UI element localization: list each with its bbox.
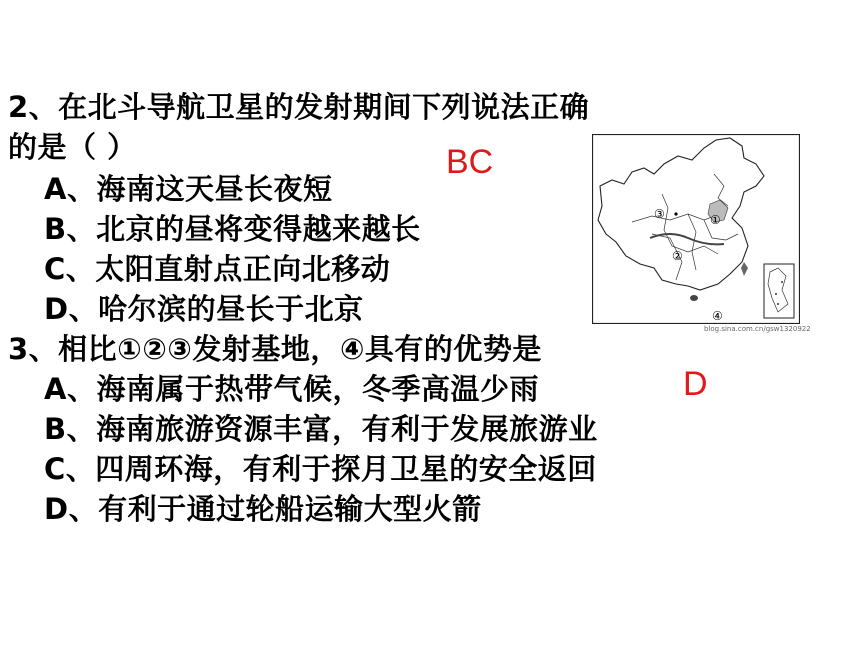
q2-option-b: B、北京的昼将变得越来越长 bbox=[44, 212, 421, 246]
q2-option-d: D、哈尔滨的昼长于北京 bbox=[44, 292, 364, 326]
map-label-2: ② bbox=[672, 249, 683, 263]
q3-option-b: B、海南旅游资源丰富，有利于发展旅游业 bbox=[44, 412, 598, 446]
map-watermark: blog.sina.com.cn/gsw1320922 bbox=[704, 325, 811, 333]
q3-option-a: A、海南属于热带气候，冬季高温少雨 bbox=[44, 372, 539, 406]
q2-stem-line2: 的是（ ） bbox=[8, 130, 137, 164]
q2-answer: BC bbox=[446, 143, 494, 181]
q2-stem-line1: 2、在北斗导航卫星的发射期间下列说法正确 bbox=[8, 90, 590, 124]
china-map bbox=[592, 134, 800, 324]
q2-option-c: C、太阳直射点正向北移动 bbox=[44, 252, 391, 286]
q3-option-c: C、四周环海，有利于探月卫星的安全返回 bbox=[44, 452, 597, 486]
q2-option-a: A、海南这天昼长夜短 bbox=[44, 172, 333, 206]
q3-stem-line1: 3、相比①②③发射基地，④具有的优势是 bbox=[8, 332, 542, 366]
map-label-4: ④ bbox=[712, 309, 723, 323]
q3-answer: D bbox=[683, 365, 708, 403]
map-label-1: ① bbox=[710, 213, 721, 227]
q3-option-d: D、有利于通过轮船运输大型火箭 bbox=[44, 492, 482, 526]
map-label-3: ③ bbox=[654, 207, 665, 221]
